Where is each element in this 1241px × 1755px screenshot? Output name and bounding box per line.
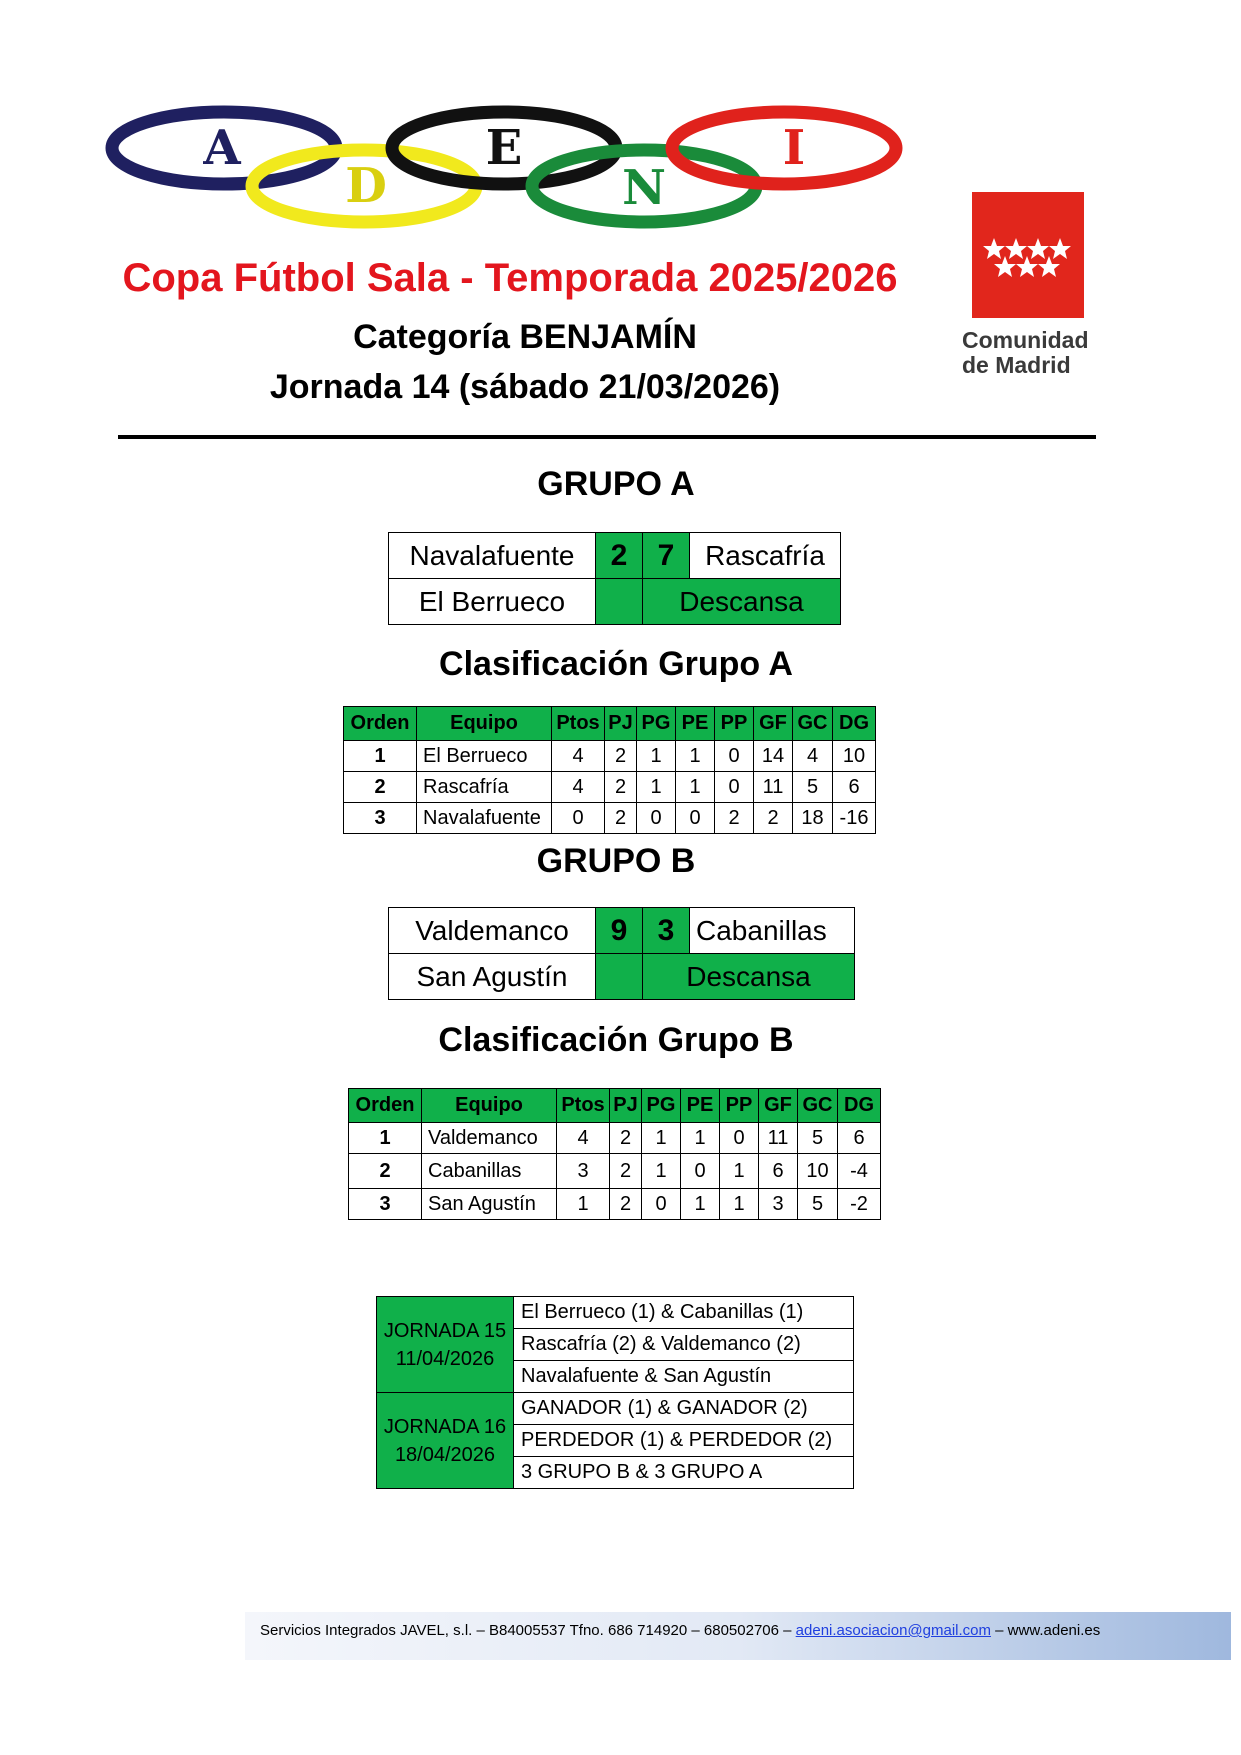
logo-letter-d: D bbox=[345, 158, 387, 214]
cell-pj: 2 bbox=[605, 803, 637, 834]
comunidad-madrid-flag bbox=[972, 192, 1084, 318]
cell-orden: 3 bbox=[344, 803, 417, 834]
cell-pp: 0 bbox=[720, 1123, 759, 1154]
cell-pe: 0 bbox=[681, 1154, 720, 1189]
cell-dg: -16 bbox=[833, 803, 876, 834]
col-pe: PE bbox=[676, 707, 715, 741]
round-16-label: JORNADA 16 bbox=[383, 1415, 507, 1438]
cell-gf: 2 bbox=[754, 803, 793, 834]
away-team: Rascafría bbox=[690, 533, 841, 579]
stars-icon bbox=[972, 192, 1084, 318]
cell-equipo: Cabanillas bbox=[422, 1154, 557, 1189]
cell-equipo: Navalafuente bbox=[417, 803, 552, 834]
header-divider bbox=[118, 435, 1096, 439]
cell-equipo: Valdemanco bbox=[422, 1123, 557, 1154]
cell-gf: 14 bbox=[754, 741, 793, 772]
logo-letter-n: N bbox=[622, 160, 666, 216]
schedule-row bbox=[377, 1297, 854, 1329]
cell-gc: 5 bbox=[798, 1189, 838, 1220]
fixture: PERDEDOR (1) & PERDEDOR (2) bbox=[514, 1425, 854, 1457]
group-b-standings-title: Clasificación Grupo B bbox=[438, 1021, 794, 1059]
cell-gf: 11 bbox=[759, 1123, 798, 1154]
cell-pj: 2 bbox=[610, 1154, 642, 1189]
standings-header bbox=[349, 1089, 881, 1123]
category-title: Categoría BENJAMÍN bbox=[353, 318, 697, 356]
cell-ptos: 4 bbox=[557, 1123, 610, 1154]
cell-gc: 10 bbox=[798, 1154, 838, 1189]
fixture: Navalafuente & San Agustín bbox=[514, 1361, 854, 1393]
col-pe: PE bbox=[681, 1089, 720, 1123]
group-b-standings bbox=[348, 1088, 881, 1220]
away-score: 7 bbox=[643, 533, 690, 579]
cell-gc: 4 bbox=[793, 741, 833, 772]
cell-pj: 2 bbox=[610, 1189, 642, 1220]
rest-team: San Agustín bbox=[389, 954, 596, 1000]
cell-dg: 6 bbox=[838, 1123, 881, 1154]
cell-pe: 1 bbox=[676, 772, 715, 803]
cell-pe: 1 bbox=[681, 1189, 720, 1220]
cell-equipo: Rascafría bbox=[417, 772, 552, 803]
cell-pj: 2 bbox=[605, 772, 637, 803]
group-a-results bbox=[388, 532, 841, 625]
rest-row bbox=[389, 579, 841, 625]
cell-pe: 1 bbox=[676, 741, 715, 772]
adeni-logo bbox=[104, 98, 934, 238]
col-equipo: Equipo bbox=[422, 1089, 557, 1123]
col-gf: GF bbox=[754, 707, 793, 741]
cell-orden: 3 bbox=[349, 1189, 422, 1220]
group-b-title: GRUPO B bbox=[536, 842, 696, 880]
round-15-cell bbox=[377, 1297, 514, 1393]
group-a-standings-title: Clasificación Grupo A bbox=[439, 645, 793, 683]
group-b-results bbox=[388, 907, 855, 1000]
rest-label: Descansa bbox=[643, 579, 841, 625]
away-team: Cabanillas bbox=[690, 908, 855, 954]
footer-web: – www.adeni.es bbox=[995, 1622, 1101, 1639]
table-row bbox=[344, 772, 876, 803]
rest-row bbox=[389, 954, 855, 1000]
away-score: 3 bbox=[643, 908, 690, 954]
logo-letter-e: E bbox=[485, 120, 523, 176]
cell-gf: 3 bbox=[759, 1189, 798, 1220]
cell-dg: 10 bbox=[833, 741, 876, 772]
cell-orden: 2 bbox=[349, 1154, 422, 1189]
fixture: El Berrueco (1) & Cabanillas (1) bbox=[514, 1297, 854, 1329]
round-16-cell bbox=[377, 1393, 514, 1489]
round-16-date: 18/04/2026 bbox=[394, 1443, 496, 1466]
cell-pg: 0 bbox=[637, 803, 676, 834]
col-gc: GC bbox=[798, 1089, 838, 1123]
col-pg: PG bbox=[637, 707, 676, 741]
col-gf: GF bbox=[759, 1089, 798, 1123]
col-equipo: Equipo bbox=[417, 707, 552, 741]
col-gc: GC bbox=[793, 707, 833, 741]
footer bbox=[245, 1612, 1231, 1660]
comunidad-line1: Comunidad bbox=[962, 327, 1089, 353]
fixture: 3 GRUPO B & 3 GRUPO A bbox=[514, 1457, 854, 1489]
cell-pg: 1 bbox=[637, 772, 676, 803]
cell-pe: 0 bbox=[676, 803, 715, 834]
rest-score-cell bbox=[596, 954, 643, 1000]
col-pg: PG bbox=[642, 1089, 681, 1123]
rest-label: Descansa bbox=[643, 954, 855, 1000]
table-row bbox=[349, 1123, 881, 1154]
cell-ptos: 0 bbox=[552, 803, 605, 834]
cell-pj: 2 bbox=[605, 741, 637, 772]
col-orden: Orden bbox=[349, 1089, 422, 1123]
table-row bbox=[349, 1189, 881, 1220]
cell-pp: 1 bbox=[720, 1154, 759, 1189]
fixture: Rascafría (2) & Valdemanco (2) bbox=[514, 1329, 854, 1361]
col-pp: PP bbox=[720, 1089, 759, 1123]
cell-pg: 1 bbox=[637, 741, 676, 772]
round-15-date: 11/04/2026 bbox=[395, 1347, 495, 1370]
cell-pp: 0 bbox=[715, 741, 754, 772]
logo-letter-i: I bbox=[782, 120, 806, 176]
rest-score-cell bbox=[596, 579, 643, 625]
col-ptos: Ptos bbox=[552, 707, 605, 741]
cell-pp: 1 bbox=[720, 1189, 759, 1220]
cell-dg: 6 bbox=[833, 772, 876, 803]
col-ptos: Ptos bbox=[557, 1089, 610, 1123]
group-a-standings bbox=[343, 706, 876, 834]
cell-orden: 2 bbox=[344, 772, 417, 803]
cell-gc: 5 bbox=[793, 772, 833, 803]
rest-team: El Berrueco bbox=[389, 579, 596, 625]
competition-title: Copa Fútbol Sala - Temporada 2025/2026 bbox=[122, 256, 898, 300]
cell-gc: 5 bbox=[798, 1123, 838, 1154]
cell-pp: 0 bbox=[715, 772, 754, 803]
home-team: Navalafuente bbox=[389, 533, 596, 579]
comunidad-madrid-label bbox=[962, 328, 1102, 378]
cell-pg: 1 bbox=[642, 1154, 681, 1189]
upcoming-schedule bbox=[376, 1296, 854, 1489]
footer-company: Servicios Integrados JAVEL, s.l. – B84005537 Tfno. 686 714920 – 680502706 – bbox=[260, 1622, 792, 1639]
col-dg: DG bbox=[833, 707, 876, 741]
cell-orden: 1 bbox=[349, 1123, 422, 1154]
cell-pp: 2 bbox=[715, 803, 754, 834]
match-row bbox=[389, 908, 855, 954]
schedule-row bbox=[377, 1393, 854, 1425]
table-row bbox=[344, 803, 876, 834]
round-15-label: JORNADA 15 bbox=[383, 1319, 507, 1342]
logo-letter-a: A bbox=[203, 120, 241, 176]
fixture: GANADOR (1) & GANADOR (2) bbox=[514, 1393, 854, 1425]
cell-orden: 1 bbox=[344, 741, 417, 772]
col-dg: DG bbox=[838, 1089, 881, 1123]
cell-gf: 6 bbox=[759, 1154, 798, 1189]
cell-ptos: 3 bbox=[557, 1154, 610, 1189]
table-row bbox=[344, 741, 876, 772]
home-score: 9 bbox=[596, 908, 643, 954]
footer-email-link[interactable]: adeni.asociacion@gmail.com bbox=[795, 1622, 991, 1639]
home-score: 2 bbox=[596, 533, 643, 579]
match-row bbox=[389, 533, 841, 579]
cell-pg: 1 bbox=[642, 1123, 681, 1154]
cell-pj: 2 bbox=[610, 1123, 642, 1154]
col-pp: PP bbox=[715, 707, 754, 741]
cell-equipo: San Agustín bbox=[422, 1189, 557, 1220]
col-orden: Orden bbox=[344, 707, 417, 741]
cell-dg: -4 bbox=[838, 1154, 881, 1189]
cell-ptos: 4 bbox=[552, 741, 605, 772]
cell-pg: 0 bbox=[642, 1189, 681, 1220]
round-title: Jornada 14 (sábado 21/03/2026) bbox=[269, 368, 781, 406]
col-pj: PJ bbox=[605, 707, 637, 741]
comunidad-line2: de Madrid bbox=[962, 352, 1071, 378]
standings-header bbox=[344, 707, 876, 741]
table-row bbox=[349, 1154, 881, 1189]
cell-ptos: 4 bbox=[552, 772, 605, 803]
cell-ptos: 1 bbox=[557, 1189, 610, 1220]
col-pj: PJ bbox=[610, 1089, 642, 1123]
cell-equipo: El Berrueco bbox=[417, 741, 552, 772]
group-a-title: GRUPO A bbox=[537, 465, 695, 503]
cell-gc: 18 bbox=[793, 803, 833, 834]
cell-gf: 11 bbox=[754, 772, 793, 803]
cell-pe: 1 bbox=[681, 1123, 720, 1154]
cell-dg: -2 bbox=[838, 1189, 881, 1220]
home-team: Valdemanco bbox=[389, 908, 596, 954]
